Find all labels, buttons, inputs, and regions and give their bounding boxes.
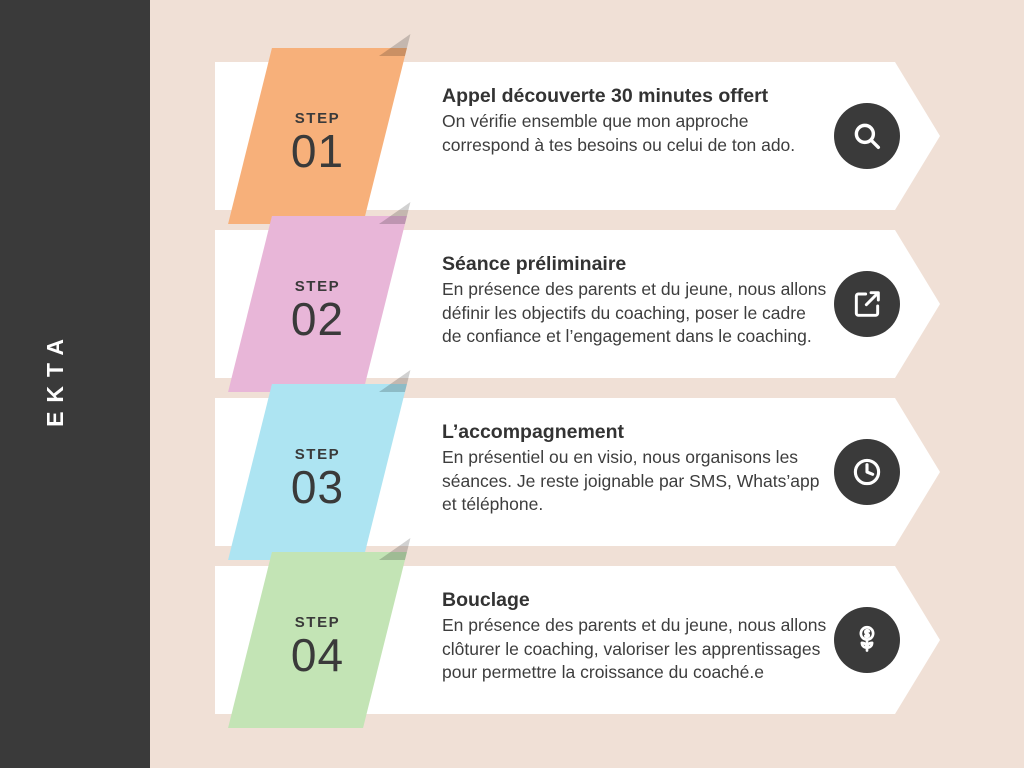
- plant-growth-icon: [834, 607, 900, 673]
- step-description: On vérifie ensemble que mon approche correspond à tes besoins ou celui de ton ado.: [442, 111, 796, 155]
- step-text-2: [442, 252, 827, 348]
- brand-logo: EKTA: [42, 330, 68, 427]
- step-row-4: [150, 566, 940, 714]
- step-title: Bouclage: [442, 589, 530, 611]
- step-row-2: [150, 230, 940, 378]
- step-label: STEP: [294, 614, 341, 632]
- step-text-1: [442, 84, 827, 157]
- steps-diagram: [150, 0, 1024, 768]
- search-icon: [834, 103, 900, 169]
- step-description: En présentiel ou en visio, nous organisons les séances. Je reste joignable par SMS, Whats’app et téléphone.: [442, 447, 820, 514]
- step-chip-4: [228, 552, 407, 728]
- step-title: L’accompagnement: [442, 421, 625, 443]
- step-row-3: [150, 398, 940, 546]
- step-label: STEP: [294, 110, 341, 128]
- step-label: STEP: [294, 278, 341, 296]
- step-number: 02: [290, 293, 345, 346]
- clock-icon: [834, 439, 900, 505]
- step-text-3: [442, 420, 827, 516]
- step-title: Séance préliminaire: [442, 253, 627, 275]
- step-chip-3: [228, 384, 407, 560]
- step-text-4: [442, 588, 827, 684]
- sidebar: [0, 0, 150, 768]
- step-chip-2: [228, 216, 407, 392]
- step-row-1: [150, 62, 940, 210]
- step-chip-1: [228, 48, 407, 224]
- step-number: 04: [290, 629, 345, 682]
- step-label: STEP: [294, 446, 341, 464]
- step-description: En présence des parents et du jeune, nous allons définir les objectifs du coaching, poser le cadre de confiance et l’engagement dans le coaching.: [442, 279, 827, 346]
- step-title: Appel découverte 30 minutes offert: [442, 85, 769, 107]
- step-number: 01: [290, 125, 345, 178]
- edit-icon: [834, 271, 900, 337]
- step-number: 03: [290, 461, 345, 514]
- step-description: En présence des parents et du jeune, nous allons clôturer le coaching, valoriser les apprentissages pour permettre la croissance du coaché.e: [442, 615, 827, 682]
